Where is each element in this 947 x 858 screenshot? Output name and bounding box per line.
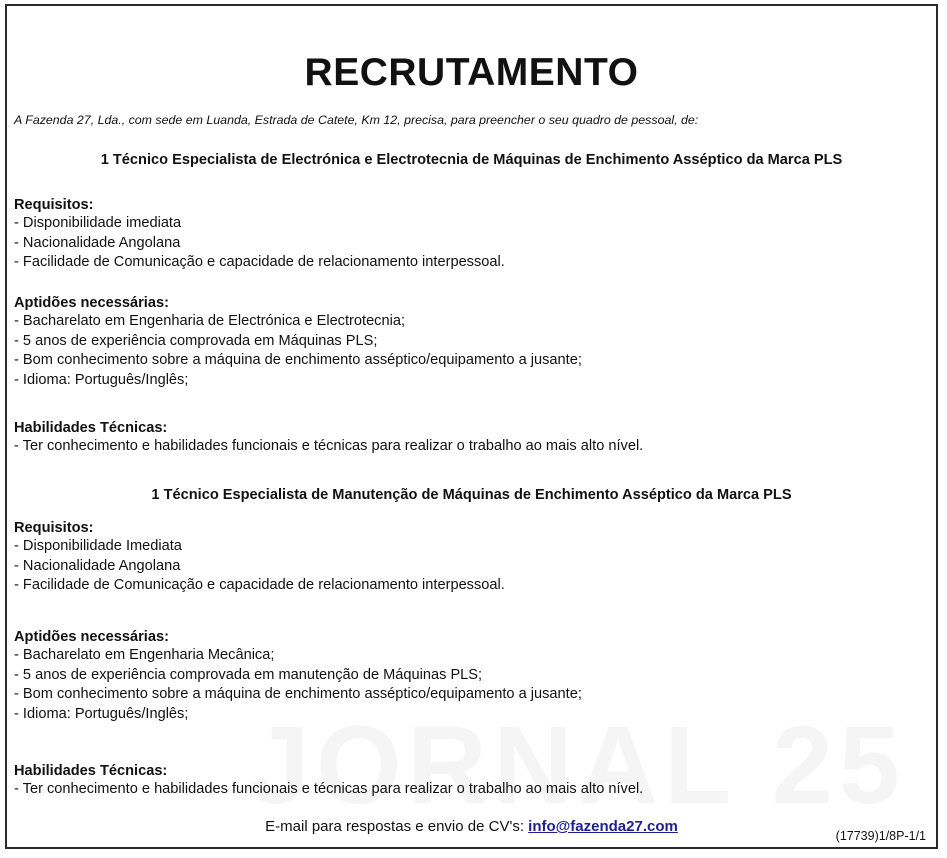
- list-item: - Nacionalidade Angolana: [14, 234, 181, 251]
- list-item: - 5 anos de experiência comprovada em Máquinas PLS;: [14, 332, 378, 349]
- position-1-aptidoes: [14, 294, 582, 390]
- reference-code: (17739)1/8P-1/1: [835, 829, 926, 843]
- list-item: - Ter conhecimento e habilidades funcionais e técnicas para realizar o trabalho ao mais alto nível.: [14, 438, 644, 454]
- list-item: - Idioma: Português/Inglês;: [14, 371, 189, 388]
- section-heading: Habilidades Técnicas:: [14, 763, 168, 779]
- list-item: - Disponibilidade Imediata: [14, 538, 182, 554]
- position-2-habilidades: [14, 762, 643, 800]
- recruitment-ad: [5, 4, 938, 849]
- position-1-habilidades: [14, 419, 643, 457]
- list-item: - Idioma: Português/Inglês;: [14, 705, 189, 722]
- contact-label: E-mail para respostas e envio de CV's:: [265, 818, 524, 835]
- intro-text: A Fazenda 27, Lda., com sede em Luanda, Estrada de Catete, Km 12, precisa, para preencher o seu quadro de pessoal, de:: [14, 113, 699, 127]
- footer-contact: [7, 818, 936, 836]
- section-heading: Requisitos:: [14, 520, 94, 536]
- list-item: - 5 anos de experiência comprovada em manutenção de Máquinas PLS;: [14, 666, 483, 683]
- list-item: - Bacharelato em Engenharia de Electrónica e Electrotecnia;: [14, 313, 406, 329]
- email-link[interactable]: info@fazenda27.com: [528, 818, 678, 835]
- section-heading: Requisitos:: [14, 197, 94, 213]
- section-heading: Aptidões necessárias:: [14, 629, 169, 645]
- list-item: - Facilidade de Comunicação e capacidade de relacionamento interpessoal.: [14, 254, 505, 270]
- section-heading: Habilidades Técnicas:: [14, 420, 168, 436]
- section-heading: Aptidões necessárias:: [14, 295, 169, 311]
- position-2-aptidoes: [14, 628, 582, 724]
- list-item: - Disponibilidade imediata: [14, 215, 182, 231]
- page-title: RECRUTAMENTO: [304, 51, 639, 94]
- position-1-requisitos: [14, 196, 505, 273]
- position-1-title: 1 Técnico Especialista de Electrónica e Electrotecnia de Máquinas de Enchimento Asséptico da Marca PLS: [100, 152, 843, 168]
- position-2-requisitos: [14, 519, 505, 596]
- list-item: - Ter conhecimento e habilidades funcionais e técnicas para realizar o trabalho ao mais alto nível.: [14, 781, 644, 797]
- list-item: - Bom conhecimento sobre a máquina de enchimento asséptico/equipamento a jusante;: [14, 352, 582, 368]
- position-2-title: 1 Técnico Especialista de Manutenção de Máquinas de Enchimento Asséptico da Marca PLS: [151, 487, 792, 503]
- list-item: - Bacharelato em Engenharia Mecânica;: [14, 647, 275, 663]
- list-item: - Facilidade de Comunicação e capacidade de relacionamento interpessoal.: [14, 577, 505, 593]
- list-item: - Bom conhecimento sobre a máquina de enchimento asséptico/equipamento a jusante;: [14, 686, 582, 702]
- list-item: - Nacionalidade Angolana: [14, 557, 181, 574]
